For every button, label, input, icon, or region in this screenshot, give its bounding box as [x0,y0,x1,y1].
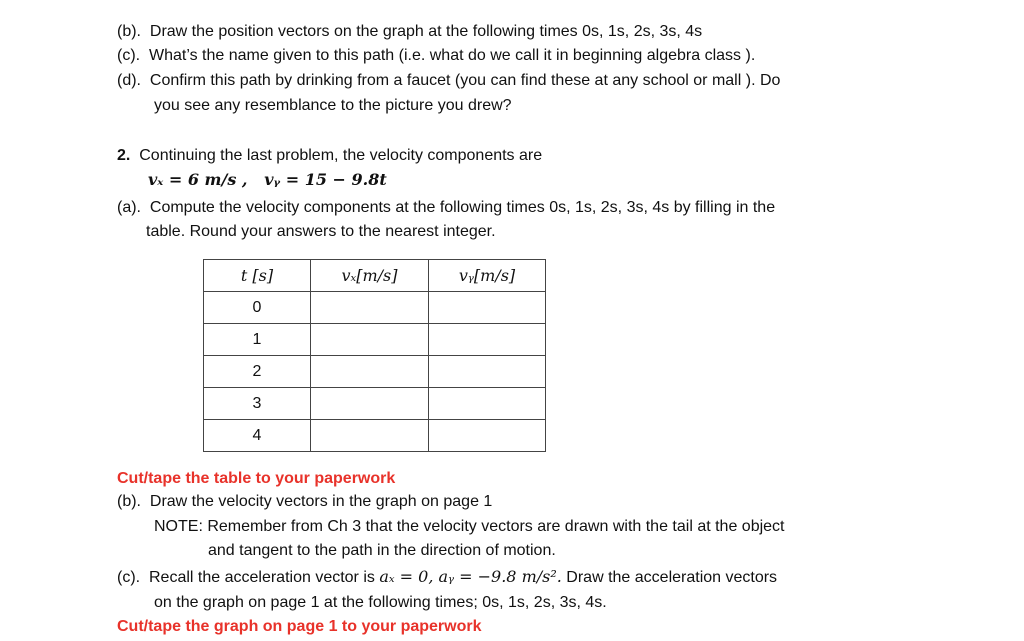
table-row [204,388,546,420]
velocity-equations [148,170,387,190]
question-text-post: Draw the acceleration vectors [566,569,778,586]
header-vy: vᵧ[m/s] [429,260,546,292]
vx-cell[interactable] [311,420,429,452]
cut-tape-table-note: Cut/tape the table to your paperwork [117,470,396,487]
part-label: (c). [117,569,141,586]
time-cell: 0 [204,292,311,324]
question-text: Draw the position vectors on the graph at the following times 0s, 1s, 2s, 3s, 4s [149,23,703,40]
part-label: (d). [117,72,141,89]
part-label: (a). [117,199,141,216]
question-text: What’s the name given to this path (i.e. what do we call it in beginning algebra class ). [149,47,756,64]
header-time: t [s] [204,260,311,292]
vx-cell[interactable] [311,324,429,356]
header-vx: vₓ[m/s] [311,260,429,292]
part-d-faucet [117,71,780,91]
vx-cell[interactable] [311,388,429,420]
vx-cell[interactable] [311,356,429,388]
part-a-continued: table. Round your answers to the nearest integer. [146,223,496,240]
problem-number: 2. [117,147,131,164]
problem-intro-text: Continuing the last problem, the velocity components are [139,147,543,164]
part-label: (b). [117,493,141,510]
vy-equation: vᵧ = 15 − 9.8t [264,170,387,189]
table-header-row [204,260,546,292]
part-b-velocity-vectors [117,492,492,512]
part-d-faucet-continued: you see any resemblance to the picture you drew? [154,97,512,114]
cut-tape-graph-note: Cut/tape the graph on page 1 to your paperwork [117,618,482,635]
note-line-continued: and tangent to the path in the direction of motion. [208,542,556,559]
part-c-path-name [117,46,755,66]
vy-cell[interactable] [429,420,546,452]
table-row [204,292,546,324]
acceleration-equation: aₓ = 0, aᵧ = −9.8 m/s². [379,567,562,586]
vy-cell[interactable] [429,388,546,420]
question-text: Confirm this path by drinking from a faucet (you can find these at any school or mall ). Do [149,72,781,89]
part-a-compute [117,198,775,218]
time-cell: 3 [204,388,311,420]
time-cell: 2 [204,356,311,388]
time-cell: 1 [204,324,311,356]
table-row [204,420,546,452]
time-cell: 4 [204,420,311,452]
table-row [204,356,546,388]
question-text: Draw the velocity vectors in the graph on page 1 [149,493,493,510]
note-line: NOTE: Remember from Ch 3 that the velocity vectors are drawn with the tail at the object [154,518,785,535]
velocity-table [203,259,546,452]
vx-equation: vₓ = 6 m/s , [148,170,248,189]
vx-cell[interactable] [311,292,429,324]
part-c-acceleration [117,567,777,588]
part-label: (c). [117,47,141,64]
table-row [204,324,546,356]
question-text: Compute the velocity components at the following times 0s, 1s, 2s, 3s, 4s by filling in the [149,199,776,216]
problem-2-intro [117,146,542,166]
part-label: (b). [117,23,141,40]
question-text: Recall the acceleration vector is [149,569,375,586]
part-c-continued: on the graph on page 1 at the following times; 0s, 1s, 2s, 3s, 4s. [154,594,607,611]
part-b-position-vectors [117,22,702,42]
vy-cell[interactable] [429,356,546,388]
vy-cell[interactable] [429,324,546,356]
vy-cell[interactable] [429,292,546,324]
